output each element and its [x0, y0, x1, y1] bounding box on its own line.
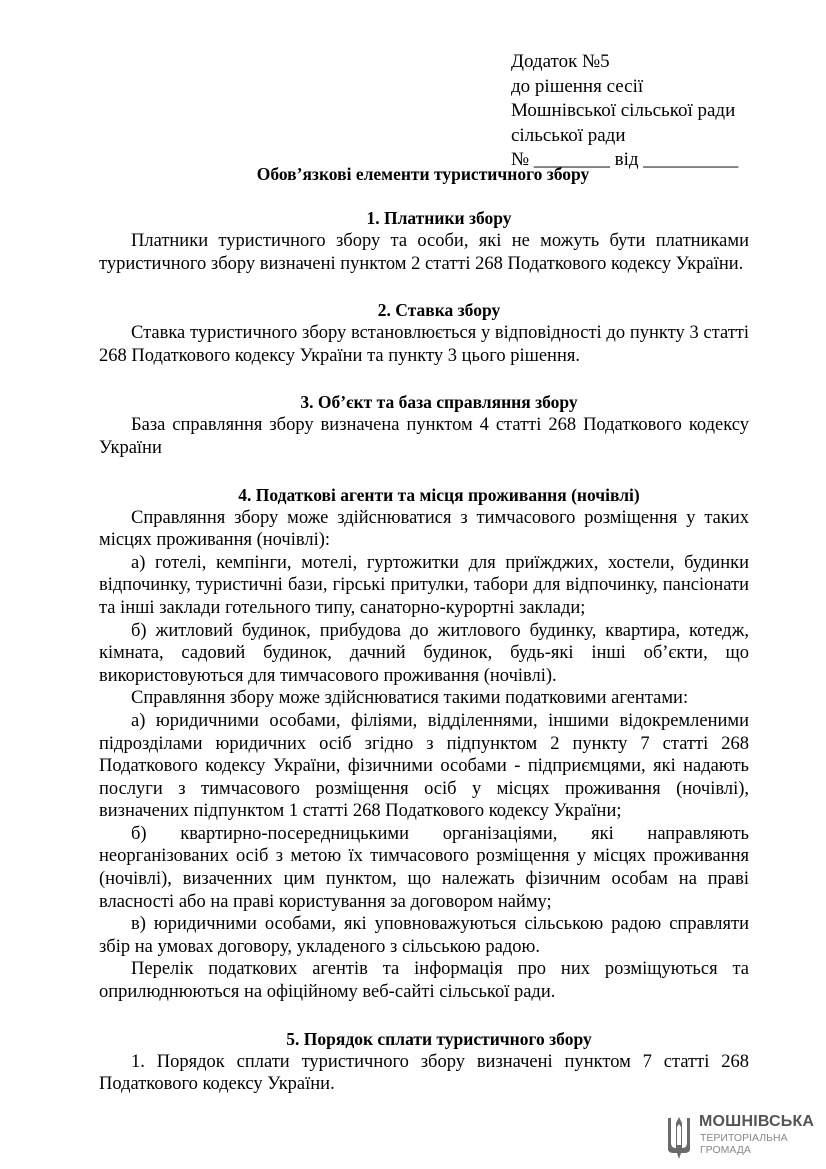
section-heading: 3. Об’єкт та база справляння збору [300, 392, 578, 413]
annex-number: Додаток №5 [511, 51, 610, 72]
section-heading: 5. Порядок сплати туристичного збору [286, 1028, 592, 1049]
annex-council: Мошнівської сільської ради [511, 100, 736, 121]
section-heading: 2. Ставка збору [377, 300, 501, 321]
section-object-base [99, 390, 749, 459]
section-payment-order [99, 1027, 749, 1096]
trident-icon [666, 1115, 692, 1161]
section-heading: 1. Платники збору [366, 208, 512, 228]
list-item: б) житловий будинок, прибудова до житлового будинку, квартира, котедж, кімната, садовий будинок, дачний будинок, будь-які інші об’єкти, що використовуються для тимчасового проживання (ночівлі). [99, 620, 749, 686]
document-title: Обов’язкові елементи туристичного збору [256, 164, 590, 184]
logo-subtitle: ТЕРИТОРІАЛЬНА [700, 1132, 788, 1144]
community-logo [666, 1113, 816, 1163]
paragraph: Перелік податкових агентів та інформація про них розміщуються та оприлюднюються на офіційному веб-сайті сільської ради. [99, 959, 749, 1003]
paragraph: База справляння збору визначена пунктом 4 статті 268 Податкового кодексу України [99, 415, 749, 458]
document-body [99, 206, 749, 1096]
section-payers [99, 206, 749, 275]
section-rate [99, 298, 749, 367]
list-item: а) юридичними особами, філіями, відділеннями, іншими відокремленими підрозділами юридичних осіб згідно з підпунктом 2 пункту 7 статті 268 Податкового кодексу України, фізичними особами - підприємцями, які надають послуги з тимчасового розміщення осіб у місцях проживання (ночівлі), визначених підпунктом 1 статті 268 Податкового кодексу України; [99, 710, 749, 822]
logo-title: МОШНІВСЬКА [699, 1113, 815, 1130]
paragraph: Справляння збору може здійснюватися такими податковими агентами: [131, 688, 689, 709]
annex-number-date: № ________ від __________ [511, 149, 739, 170]
paragraph: Справляння збору може здійснюватися з тимчасового розміщення у таких місцях проживання (ночівлі): [99, 507, 749, 551]
section-tax-agents [99, 483, 749, 1004]
annex-council-2: сільської ради [511, 124, 626, 146]
list-item: б) квартирно-посередницькими організаціями, які направляють неорганізованих осіб з метою їх тимчасового розміщення у місцях проживання (ночівлі), визаченних цим пунктом, що належать фізичним особам на праві власності або на праві користування за договором найму; [99, 823, 749, 912]
paragraph: Ставка туристичного збору встановлюється у відповідності до пункту 3 статті 268 Податкового кодексу України та пункту 3 цього рішення. [99, 323, 749, 366]
section-heading: 4. Податкові агенти та місця проживання (ночівлі) [238, 484, 640, 505]
list-item: а) готелі, кемпінги, мотелі, гуртожитки для приїжджих, хостели, будинки відпочинку, туристичні бази, гірські притулки, табори для відпочинку, пансіонати та інші заклади готельного типу, санаторно-курортні заклади; [99, 552, 749, 618]
annex-block [511, 50, 811, 173]
logo-subtitle-2: ГРОМАДА [700, 1144, 751, 1156]
paragraph: 1. Порядок сплати туристичного збору визначені пунктом 7 статті 268 Податкового кодексу України. [99, 1051, 749, 1095]
list-item: в) юридичними особами, які уповноважуються сільською радою справляти збір на умовах договору, укладеного з сільською радою. [99, 914, 749, 957]
paragraph: Платники туристичного збору та особи, які не можуть бути платниками туристичного збору визначені пунктом 2 статті 268 Податкового кодексу України. [99, 231, 749, 274]
annex-decision: до рішення сесії [511, 75, 644, 97]
